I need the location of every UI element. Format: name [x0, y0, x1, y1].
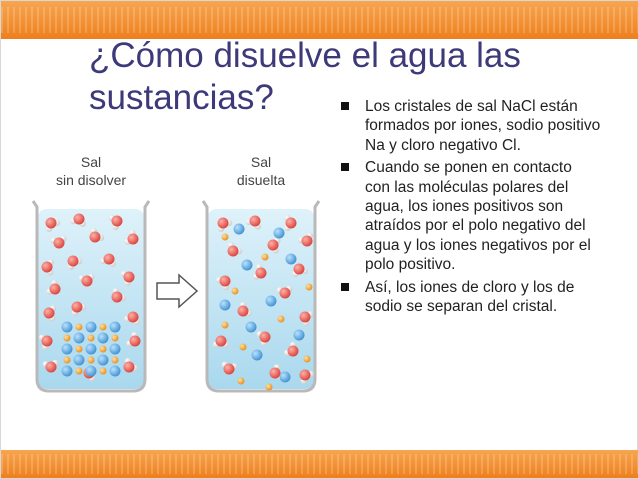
oxygen-atom — [50, 284, 61, 295]
chloride-ion — [274, 228, 285, 239]
arrow-icon — [157, 275, 197, 307]
right-beaker — [203, 201, 319, 391]
sodium-ion — [278, 316, 285, 323]
chloride-ion — [74, 355, 85, 366]
chloride-ion — [62, 344, 73, 355]
oxygen-atom — [250, 216, 261, 227]
oxygen-atom — [82, 276, 93, 287]
oxygen-atom — [218, 218, 229, 229]
chloride-ion — [86, 366, 97, 377]
oxygen-atom — [302, 236, 313, 247]
left-label-line2: sin disolver — [55, 172, 127, 188]
bullet-item — [341, 158, 601, 274]
chloride-ion — [294, 330, 305, 341]
oxygen-atom — [288, 346, 299, 357]
oxygen-atom — [90, 232, 101, 243]
bullet-item — [341, 97, 601, 155]
oxygen-atom — [124, 272, 135, 283]
chloride-ion — [62, 366, 73, 377]
bullet-text: Cuando se ponen en contacto con las moléculas polares del agua, los iones positivos son atraídos por el polo negativo del agua y los iones negativos por el polo positivo. — [365, 159, 591, 274]
oxygen-atom — [238, 306, 249, 317]
chloride-ion — [86, 344, 97, 355]
chloride-ion — [242, 260, 253, 271]
oxygen-atom — [220, 276, 231, 287]
sodium-ion — [88, 335, 95, 342]
chloride-ion — [62, 322, 73, 333]
dissolution-figure — [29, 141, 329, 401]
chloride-ion — [86, 322, 97, 333]
oxygen-atom — [300, 370, 311, 381]
sodium-ion — [262, 254, 269, 261]
oxygen-atom — [72, 302, 83, 313]
oxygen-atom — [128, 312, 139, 323]
sodium-ion — [100, 368, 107, 375]
sodium-ion — [266, 384, 273, 391]
oxygen-atom — [74, 214, 85, 225]
top-decorative-bar — [1, 1, 638, 39]
sodium-ion — [88, 357, 95, 364]
oxygen-atom — [300, 312, 311, 323]
square-bullet-icon — [341, 283, 349, 291]
slide-title: ¿Cómo disuelve el agua las sustancias? — [89, 36, 521, 117]
bullet-list — [341, 97, 601, 319]
sodium-ion — [112, 357, 119, 364]
left-label-line1: Sal — [80, 154, 102, 170]
sodium-ion — [64, 357, 71, 364]
chloride-ion — [280, 372, 291, 383]
square-bullet-icon — [341, 163, 349, 171]
oxygen-atom — [124, 362, 135, 373]
chloride-ion — [98, 355, 109, 366]
sodium-ion — [76, 324, 83, 331]
oxygen-atom — [46, 218, 57, 229]
square-bullet-icon — [341, 102, 349, 110]
chloride-ion — [110, 322, 121, 333]
oxygen-atom — [128, 234, 139, 245]
chloride-ion — [110, 366, 121, 377]
oxygen-atom — [112, 292, 123, 303]
oxygen-atom — [268, 240, 279, 251]
oxygen-atom — [42, 262, 53, 273]
sodium-ion — [238, 378, 245, 385]
bullet-text: Así, los iones de cloro y los de sodio se separan del cristal. — [365, 278, 575, 316]
oxygen-atom — [216, 336, 227, 347]
bottom-decorative-bar — [1, 450, 638, 478]
chloride-ion — [74, 333, 85, 344]
right-label-line2: disuelta — [236, 172, 286, 188]
sodium-ion — [76, 346, 83, 353]
oxygen-atom — [256, 268, 267, 279]
oxygen-atom — [54, 238, 65, 249]
sodium-ion — [112, 335, 119, 342]
oxygen-atom — [46, 362, 57, 373]
bullet-text: Los cristales de sal NaCl están formados por iones, sodio positivo Na y cloro negativo Cl. — [365, 98, 601, 154]
oxygen-atom — [224, 364, 235, 375]
chloride-ion — [98, 333, 109, 344]
sodium-ion — [304, 356, 311, 363]
oxygen-atom — [286, 218, 297, 229]
sodium-ion — [100, 324, 107, 331]
beakers-illustration — [29, 141, 329, 401]
oxygen-atom — [280, 288, 291, 299]
sodium-ion — [76, 368, 83, 375]
oxygen-atom — [228, 246, 239, 257]
sodium-ion — [306, 284, 313, 291]
sodium-ion — [222, 234, 229, 241]
sodium-ion — [240, 344, 247, 351]
chloride-ion — [220, 300, 231, 311]
chloride-ion — [234, 224, 245, 235]
oxygen-atom — [42, 336, 53, 347]
sodium-ion — [232, 288, 239, 295]
oxygen-atom — [130, 336, 141, 347]
chloride-ion — [110, 344, 121, 355]
right-label-line1: Sal — [250, 154, 272, 170]
chloride-ion — [266, 296, 277, 307]
oxygen-atom — [44, 308, 55, 319]
bullet-item — [341, 278, 601, 317]
oxygen-atom — [294, 264, 305, 275]
chloride-ion — [252, 350, 263, 361]
oxygen-atom — [112, 216, 123, 227]
chloride-ion — [286, 254, 297, 265]
sodium-ion — [100, 346, 107, 353]
oxygen-atom — [68, 256, 79, 267]
sodium-ion — [222, 322, 229, 329]
oxygen-atom — [104, 254, 115, 265]
sodium-ion — [64, 335, 71, 342]
left-beaker — [33, 201, 149, 391]
oxygen-atom — [270, 368, 281, 379]
chloride-ion — [246, 322, 257, 333]
oxygen-atom — [260, 332, 271, 343]
